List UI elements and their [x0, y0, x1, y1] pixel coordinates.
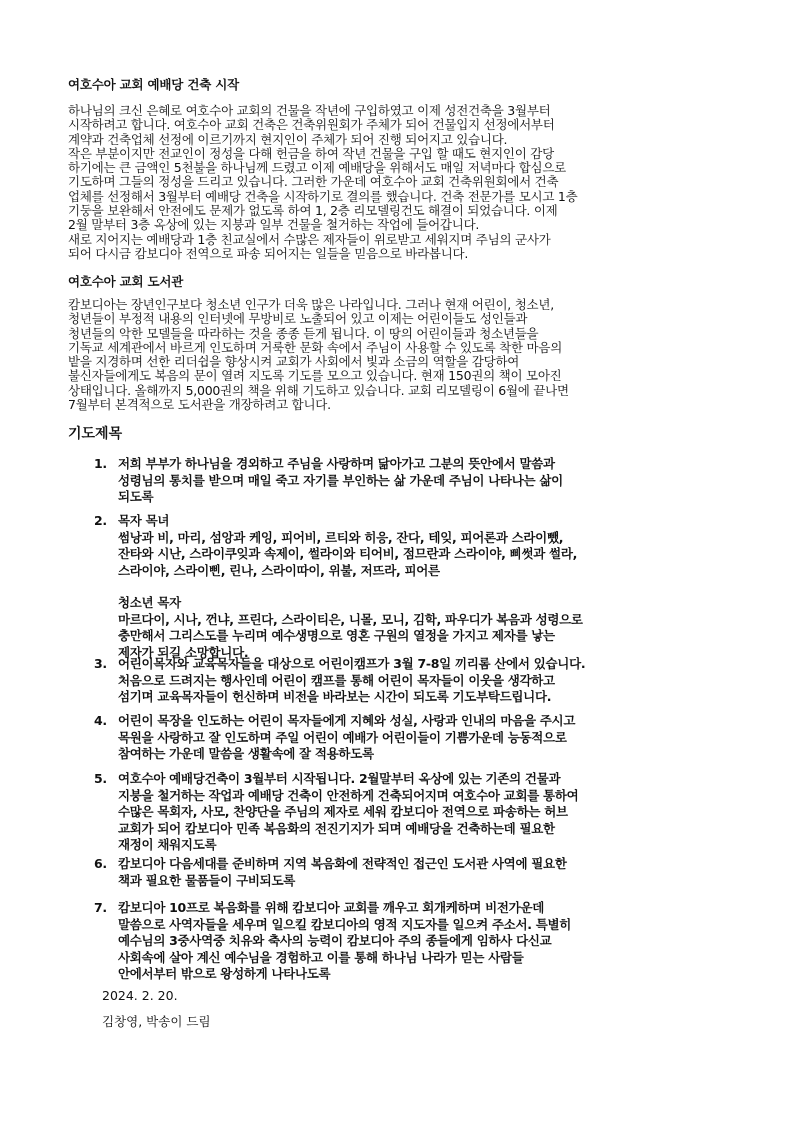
prayer-item-line: 처음으로 드려지는 행사인데 어린이 캠프를 통해 어린이 목자들이 이웃을 생각하고	[118, 672, 555, 688]
closing-date: 2024. 2. 20.	[102, 988, 178, 1003]
prayer-item-line: 스라이야, 스라이삔, 린나, 스라이따이, 위불, 저뜨라, 피어른	[118, 562, 440, 578]
prayer-item-number: 3.	[94, 656, 107, 671]
paragraph-line: 기둥을 보완해서 안전에도 문제가 없도록 하여 1, 2층 리모델링건도 해결이 되었습니다. 이제	[68, 203, 558, 219]
prayer-item-line: 여호수아 예배당건축이 3월부터 시작됩니다. 2월말부터 옥상에 있는 기존의 건물과	[118, 771, 561, 786]
paragraph-line: 청년들의 악한 모델들을 따라하는 것을 종종 듣게 됩니다. 이 땅의 어린이들과 청소년들을	[68, 325, 539, 341]
prayer-item-line: 섬기며 교육목자들이 헌신하며 비전을 바라보는 시간이 되도록 기도부탁드립니다.	[118, 689, 552, 704]
paragraph-line: 업체를 선정해서 3월부터 예배당 건축을 시작하기로 결의를 했습니다. 건축 전문가를 모시고 1층	[68, 188, 578, 204]
paragraph-line: 되어 다시금 캄보디아 전역으로 파송 되어지는 일들을 믿음으로 바라봅니다.	[68, 245, 469, 261]
prayer-item-line: 교회가 되어 캄보디아 민족 복음화의 전진기지가 되며 예배당을 건축하는데 필요한	[118, 820, 555, 836]
paragraph-line: 캄보디아는 장년인구보다 청소년 인구가 더욱 많은 나라입니다. 그러나 현재 어린이, 청소년,	[68, 297, 554, 312]
paragraph-line: 상태입니다. 올해까지 5,000권의 책을 위해 기도하고 있습니다. 교회 리모델링이 6월에 끝나면	[68, 382, 569, 398]
paragraph-library	[68, 298, 728, 412]
paragraph-line: 새로 지어지는 예배당과 1층 친교실에서 수많은 제자들이 위로받고 세워지며 주님의 군사가	[68, 231, 551, 247]
prayer-item-number: 6.	[94, 856, 107, 871]
paragraph-line: 하나님의 크신 은혜로 여호수아 교회의 건물을 작년에 구입하였고 이제 성전건축을 3월부터	[68, 103, 551, 118]
prayer-item-number: 4.	[94, 713, 107, 728]
paragraph-line: 2월 말부터 3층 옥상에 있는 지붕과 일부 건물을 철거하는 작업에 들어갑니다.	[68, 217, 480, 233]
paragraph-church-building	[68, 104, 728, 261]
prayer-item-line: 목원을 사랑하고 잘 인도하며 주일 어린이 예배가 어린이들이 기쁨가운데 능동적으로	[118, 729, 567, 745]
prayer-item-line: 재정이 채워지도록	[118, 837, 217, 852]
prayer-item-number: 5.	[94, 771, 107, 786]
prayer-item-line: 사회속에 살아 계신 예수님을 경험하고 이를 통해 하나님 나라가 믿는 사람들	[118, 949, 524, 965]
section-title-church-building: 여호수아 교회 예배당 건축 시작	[68, 77, 239, 92]
prayer-item-number: 1.	[94, 456, 107, 471]
paragraph-line: 기독교 세계관에서 바르게 인도하며 거룩한 문화 속에서 주님이 사용할 수 있도록 착한 마음의	[68, 339, 563, 355]
paragraph-line: 밭을 지경하며 선한 리더쉽을 향상시켜 교회가 사회에서 빛과 소금의 역할을 감당하여	[68, 354, 520, 370]
prayer-item-line: 캄보디아 다음세대를 준비하며 지역 복음화에 전략적인 접근인 도서관 사역에 필요한	[118, 856, 567, 871]
prayer-item-line: 썸낭과 비, 마리, 섬앙과 케잉, 피어비, 르티와 히응, 잔다, 테잊, 피어론과 스라이뺐,	[118, 529, 564, 545]
prayer-item-line: 책과 필요한 물품들이 구비되도록	[118, 872, 296, 888]
prayer-title: 기도제목	[68, 426, 123, 442]
prayer-item-line: 예수님의 3중사역중 치유와 축사의 능력이 캄보디아 주의 종들에게 임하사 다신교	[118, 933, 552, 948]
prayer-subheading: 청소년 목자	[118, 595, 181, 610]
prayer-item-line: 말씀으로 사역자들을 세우며 일으킬 캄보디아의 영적 지도자를 일으켜 주소서. 특별히	[118, 916, 572, 932]
prayer-item-line: 캄보디아 10프로 복음화를 위해 캄보디아 교회를 깨우고 회개케하며 비전가운데	[118, 900, 545, 915]
prayer-item-number: 2.	[94, 513, 107, 528]
paragraph-line: 불신자들에게도 복음의 문이 열려 지도록 기도를 모으고 있습니다. 현재 150권의 책이 모아진	[68, 368, 562, 384]
prayer-item-line: 제자가 되길 소망합니다.	[118, 644, 249, 660]
paragraph-line: 하기에는 큰 금액인 5천불을 하나님께 드렸고 이제 예배당을 위해서도 매일 저녁마다 합심으로	[68, 160, 567, 176]
paragraph-line: 청년들이 부정적 내용의 인터넷에 무방비로 노출되어 있고 이제는 어린이들도 성인들과	[68, 311, 528, 327]
paragraph-line: 기도하며 그들의 정성을 드리고 있습니다. 그러한 가운데 여호수아 교회 건축위원회에서 건축	[68, 174, 559, 190]
prayer-item-line: 잔타와 시난, 스라이쿠잊과 속제이, 썰라이와 티어비, 점므란과 스라이야, 삐썻과 썰라,	[118, 546, 578, 561]
paragraph-line: 작은 부분이지만 전교인이 정성을 다해 헌금을 하여 작년 건물을 구입 할 때도 현지인이 감당	[68, 145, 554, 161]
paragraph-line: 계약과 건축업체 선정에 이르기까지 현지인이 주체가 되어 진행 되어지고 있습니다.	[68, 131, 508, 147]
paragraph-line: 7월부터 본격적으로 도서관을 개장하려고 합니다.	[68, 397, 331, 413]
prayer-item-line: 마르다이, 시나, 껀냐, 프린다, 스라이티은, 니몰, 모니, 김학, 파우디가 복음과 성령으로	[118, 611, 583, 627]
prayer-item-line: 어린이 목장을 인도하는 어린이 목자들에게 지혜와 성실, 사랑과 인내의 마음을 주시고	[118, 713, 576, 728]
prayer-item-line: 되도록	[118, 489, 154, 504]
prayer-item-line: 목자 목녀	[118, 513, 170, 528]
closing-signature: 김창영, 박송이 드림	[102, 1014, 211, 1029]
prayer-item-line: 지붕을 철거하는 작업과 예배당 건축이 안전하게 건축되어지며 여호수아 교회를 통하여	[118, 787, 579, 803]
prayer-item-line: 충만해서 그리스도를 누리며 예수생명으로 영혼 구원의 열정을 가지고 제자를 낳는	[118, 628, 555, 643]
prayer-item-line: 어린이목자와 교육목자들을 대상으로 어린이캠프가 3월 7-8일 끼리롬 산에서 있습니다.	[118, 656, 586, 671]
prayer-item-line: 저희 부부가 하나님을 경외하고 주님을 사랑하며 닮아가고 그분의 뜻안에서 말씀과	[118, 456, 555, 471]
prayer-item-line: 성령님의 통치를 받으며 매일 죽고 자기를 부인하는 삶 가운데 주님이 나타나는 삶이	[118, 472, 563, 488]
prayer-item-line: 수많은 목회자, 사모, 찬양단을 주님의 제자로 세워 캄보디아 전역으로 파송하는 허브	[118, 804, 568, 819]
paragraph-line: 시작하려고 합니다. 여호수아 교회 건축은 건축위원회가 주체가 되어 건물입지 선정에서부터	[68, 117, 555, 133]
section-title-library: 여호수아 교회 도서관	[68, 274, 184, 289]
prayer-item-line: 참여하는 가운데 말씀을 생활속에 잘 적용하도록	[118, 746, 374, 761]
prayer-item-number: 7.	[94, 900, 107, 915]
prayer-item-line: 안에서부터 밖으로 왕성하게 나타나도록	[118, 966, 331, 981]
